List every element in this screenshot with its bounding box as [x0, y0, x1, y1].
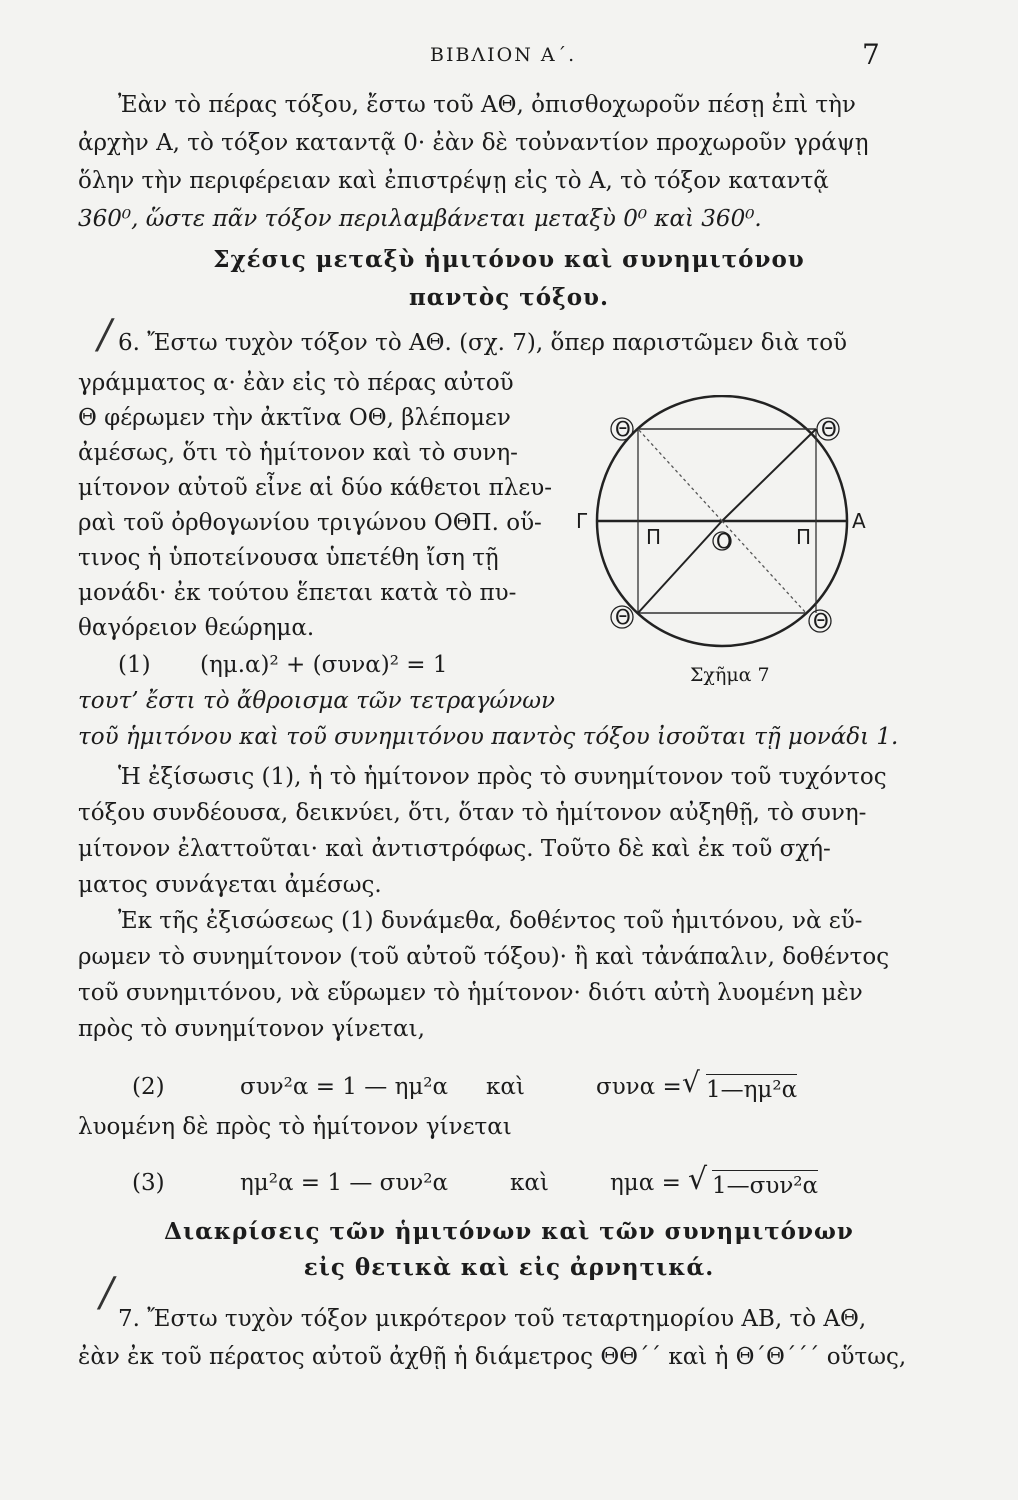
text-line: 6. Ἔστω τυχὸν τόξον τὸ ΑΘ. (σχ. 7), ὅπερ παριστῶμεν διὰ τοῦ: [118, 330, 848, 356]
label-pi: Π: [646, 525, 662, 549]
text-line: λυομένη δὲ πρὸς τὸ ἡμίτονον γίνεται: [78, 1114, 512, 1140]
text-line: τουτ’ ἔστι τὸ ἄθροισμα τῶν τετραγώνων: [78, 688, 555, 714]
text-line: ραὶ τοῦ ὀρθογωνίου τριγώνου ΟΘΠ. οὕ-: [78, 510, 542, 536]
text-line: Ἐκ τῆς ἐξισώσεως (1) δυνάμεθα, δοθέντος τοῦ ἡμιτόνου, νὰ εὕ-: [118, 908, 863, 934]
label-omicron: Ο: [716, 529, 732, 553]
radical-sign: √: [682, 1066, 700, 1099]
text-line: τοῦ συνημιτόνου, νὰ εὕρωμεν τὸ ἡμίτονον· διότι αὐτὴ λυομένη μὲν: [78, 980, 863, 1006]
equation: ημ²α = 1 — συν²α: [240, 1170, 449, 1196]
radical-sign: √: [688, 1162, 708, 1197]
margin-mark: /: [100, 1270, 114, 1316]
equation: (ημ.α)² + (συνα)² = 1: [200, 652, 448, 678]
text-line: πρὸς τὸ συνημίτονον γίνεται,: [78, 1016, 425, 1042]
text-line: Ἡ ἐξίσωσις (1), ἡ τὸ ἡμίτονον πρὸς τὸ συνημίτονον τοῦ τυχόντος: [118, 764, 887, 790]
text-line: γράμματος α· ἐὰν εἰς τὸ πέρας αὐτοῦ: [78, 370, 514, 396]
text-line: Ἐὰν τὸ πέρας τόξου, ἔστω τοῦ ΑΘ, ὀπισθοχωροῦν πέσῃ ἐπὶ τὴν: [118, 92, 856, 118]
text-line: τινος ἡ ὑποτείνουσα ὑπετέθη ἴση τῇ: [78, 545, 499, 571]
text-line: 360⁰, ὥστε πᾶν τόξον περιλαμβάνεται μεταξὺ 0⁰ καὶ 360⁰.: [78, 206, 762, 232]
radius-top-right: [722, 429, 816, 521]
label-gamma: Γ: [576, 509, 588, 533]
label-theta: Θ: [615, 417, 631, 441]
section-heading: παντὸς τόξου.: [408, 284, 610, 311]
equation: ημα =: [610, 1170, 681, 1196]
label-alpha: Α: [852, 509, 866, 533]
section-heading: Διακρίσεις τῶν ἡμιτόνων καὶ τῶν συνημιτόνων: [164, 1218, 854, 1245]
radicand: 1—ημ²α: [706, 1074, 797, 1103]
figure-7: [570, 395, 870, 705]
equation-conjunction: καὶ: [486, 1074, 525, 1100]
margin-mark: /: [98, 312, 112, 358]
text-line: ἐὰν ἐκ τοῦ πέρατος αὐτοῦ ἀχθῇ ἡ διάμετρος ΘΘ΄΄ καὶ ἡ Θ΄Θ΄΄΄ οὕτως,: [78, 1344, 907, 1370]
text-line: τόξου συνδέουσα, δεικνύει, ὅτι, ὅταν τὸ ἡμίτονον αὐξηθῇ, τὸ συνη-: [78, 800, 867, 826]
radicand: 1—συν²α: [712, 1170, 818, 1199]
label-theta: Θ: [615, 605, 631, 629]
equation: συνα =: [596, 1074, 682, 1100]
page-number: 7: [862, 38, 880, 71]
text-line: μονάδι· ἐκ τούτου ἕπεται κατὰ τὸ πυ-: [78, 580, 517, 606]
equation-label: (1): [118, 652, 151, 678]
text-line: ἀμέσως, ὅτι τὸ ἡμίτονον καὶ τὸ συνη-: [78, 440, 518, 466]
label-theta: Θ: [821, 417, 837, 441]
label-pi: Π: [796, 525, 812, 549]
text-line: 7. Ἔστω τυχὸν τόξον μικρότερον τοῦ τεταρτημορίου ΑΒ, τὸ ΑΘ,: [118, 1306, 867, 1332]
equation: συν²α = 1 — ημ²α: [240, 1074, 449, 1100]
text-line: μίτονον ἐλαττοῦται· καὶ ἀντιστρόφως. Τοῦτο δὲ καὶ ἐκ τοῦ σχή-: [78, 836, 831, 862]
text-line: τοῦ ἡμιτόνου καὶ τοῦ συνημιτόνου παντὸς τόξου ἰσοῦται τῇ μονάδι 1.: [78, 724, 899, 750]
radius-top-left: [638, 429, 722, 521]
equation-conjunction: καὶ: [510, 1170, 549, 1196]
equation-label: (2): [132, 1074, 165, 1100]
text-line: Θ φέρωμεν τὴν ἀκτῖνα ΟΘ, βλέπομεν: [78, 405, 511, 431]
text-line: ρωμεν τὸ συνημίτονον (τοῦ αὐτοῦ τόξου)· ἢ καὶ τἀνάπαλιν, δοθέντος: [78, 944, 890, 970]
radius-bottom-right: [722, 521, 806, 613]
text-line: θαγόρειον θεώρημα.: [78, 615, 315, 641]
text-line: ὅλην τὴν περιφέρειαν καὶ ἐπιστρέψῃ εἰς τὸ Α, τὸ τόξον καταντᾷ: [78, 168, 829, 194]
section-heading: εἰς θετικὰ καὶ εἰς ἀρνητικά.: [303, 1254, 715, 1281]
text-line: μίτονον αὐτοῦ εἶνε αἱ δύο κάθετοι πλευ-: [78, 475, 552, 501]
equation-label: (3): [132, 1170, 165, 1196]
section-heading: Σχέσις μεταξὺ ἡμιτόνου καὶ συνημιτόνου: [213, 246, 805, 273]
running-header: [0, 38, 1018, 78]
text-line: ματος συνάγεται ἀμέσως.: [78, 872, 382, 898]
text-line: ἀρχὴν Α, τὸ τόξον καταντᾷ 0· ἐὰν δὲ τοὐναντίον προχωροῦν γράψῃ: [78, 130, 869, 156]
running-title: ΒΙΒΛΙΟΝ Α΄.: [430, 44, 577, 66]
figure-caption: Σχῆμα 7: [690, 664, 770, 686]
label-theta: Θ: [813, 609, 829, 633]
